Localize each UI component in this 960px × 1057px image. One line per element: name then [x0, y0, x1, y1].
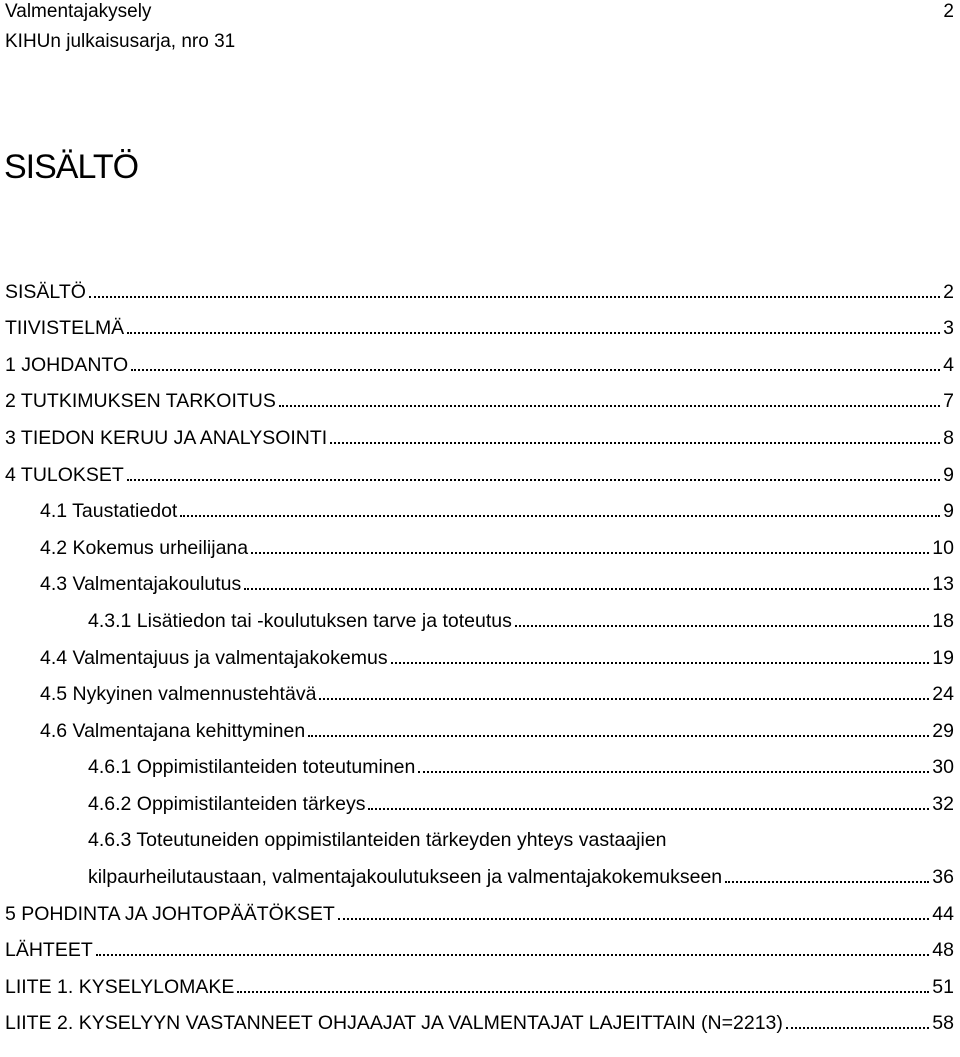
toc-entry-title: 4.6 Valmentajana kehittyminen [40, 719, 306, 742]
toc-entry-title-continued: kilpaurheilutaustaan, valmentajakoulutukseen ja valmentajakokemukseen [88, 865, 723, 888]
toc-entry[interactable] [0, 743, 954, 780]
toc-entry-page: 24 [932, 683, 954, 706]
toc-entry[interactable] [0, 377, 954, 414]
toc-entry[interactable] [0, 779, 954, 816]
toc-entry-title: TIIVISTELMÄ [5, 317, 125, 340]
toc-entry-title: 4.3.1 Lisätiedon tai -koulutuksen tarve ja toteutus [88, 609, 512, 632]
toc-entry-title: SISÄLTÖ [5, 280, 86, 303]
toc-dot-leader [319, 698, 929, 700]
toc-entry-page: 36 [932, 865, 954, 888]
toc-entry-page: 48 [932, 939, 954, 962]
toc-dot-leader [251, 552, 929, 554]
toc-entry-page: 4 [943, 353, 954, 376]
toc-entry-page: 58 [932, 1012, 954, 1035]
toc-entry[interactable] [0, 706, 954, 743]
toc-entry-title: 4.4 Valmentajuus ja valmentajakokemus [40, 646, 388, 669]
toc-entry-page: 9 [943, 500, 954, 523]
toc-entry-page: 9 [943, 463, 954, 486]
toc-dot-leader [237, 991, 929, 993]
toc-dot-leader [725, 881, 929, 883]
toc-dot-leader [786, 1027, 929, 1029]
toc-dot-leader [131, 369, 940, 371]
toc-entry-page: 13 [932, 573, 954, 596]
toc-entry-title: 5 POHDINTA JA JOHTOPÄÄTÖKSET [5, 902, 335, 925]
toc-dot-leader [418, 771, 929, 773]
toc-entry[interactable] [0, 523, 954, 560]
toc-entry[interactable] [0, 413, 954, 450]
toc-entry-page: 10 [932, 536, 954, 559]
toc-entry-title: LIITE 1. KYSELYLOMAKE [5, 975, 235, 998]
toc-entry-title: LÄHTEET [5, 939, 93, 962]
toc-entry-page: 44 [932, 902, 954, 925]
toc-dot-leader [308, 735, 929, 737]
toc-entry[interactable] [0, 633, 954, 670]
toc-dot-leader [391, 662, 930, 664]
running-header-title: Valmentajakysely [5, 1, 152, 22]
toc-entry[interactable] [0, 267, 954, 304]
toc-dot-leader [89, 296, 940, 298]
toc-entry-title: 4.6.1 Oppimistilanteiden toteutuminen [88, 756, 416, 779]
toc-entry[interactable] [0, 487, 954, 524]
toc-entry-page: 51 [932, 975, 954, 998]
toc-dot-leader [180, 515, 940, 517]
toc-entry-page: 18 [932, 609, 954, 632]
toc-entry-page: 19 [932, 646, 954, 669]
toc-entry-page: 8 [943, 426, 954, 449]
table-of-contents [0, 267, 954, 1035]
toc-entry[interactable] [0, 670, 954, 707]
toc-entry-page: 30 [932, 756, 954, 779]
toc-dot-leader [127, 332, 940, 334]
toc-entry-title: 4 TULOKSET [5, 463, 124, 486]
toc-entry-page: 2 [943, 280, 954, 303]
toc-dot-leader [330, 442, 940, 444]
toc-entry-page: 29 [932, 719, 954, 742]
toc-entry[interactable] [0, 962, 954, 999]
toc-entry-title: 4.6.2 Oppimistilanteiden tärkeys [88, 792, 366, 815]
toc-entry[interactable] [0, 340, 954, 377]
toc-entry-title: 2 TUTKIMUKSEN TARKOITUS [5, 390, 276, 413]
running-header-series: KIHUn julkaisusarja, nro 31 [5, 31, 236, 52]
toc-entry[interactable] [0, 450, 954, 487]
toc-entry[interactable] [0, 596, 954, 633]
page-number: 2 [943, 1, 954, 22]
toc-entry-title: 1 JOHDANTO [5, 353, 129, 376]
toc-dot-leader [279, 405, 940, 407]
toc-dot-leader [127, 479, 940, 481]
toc-entry[interactable] [0, 926, 954, 963]
toc-entry[interactable] [0, 304, 954, 341]
toc-entry[interactable] [0, 560, 954, 597]
toc-entry-page: 32 [932, 792, 954, 815]
toc-entry-title: 4.3 Valmentajakoulutus [40, 573, 242, 596]
toc-entry-page: 7 [943, 390, 954, 413]
toc-entry[interactable] [0, 889, 954, 926]
toc-entry[interactable] [0, 999, 954, 1036]
toc-entry-page: 3 [943, 317, 954, 340]
toc-dot-leader [368, 808, 929, 810]
toc-entry[interactable] [0, 816, 954, 889]
toc-entry-title: 4.6.3 Toteutuneiden oppimistilanteiden tärkeyden yhteys vastaajien [88, 828, 667, 851]
page-title: SISÄLTÖ [4, 148, 139, 186]
toc-entry-title: 4.5 Nykyinen valmennustehtävä [40, 683, 317, 706]
toc-entry-title: LIITE 2. KYSELYYN VASTANNEET OHJAAJAT JA VALMENTAJAT LAJEITTAIN (N=2213) [5, 1012, 783, 1035]
toc-entry-title: 3 TIEDON KERUU JA ANALYSOINTI [5, 426, 328, 449]
toc-dot-leader [515, 625, 929, 627]
toc-entry-title: 4.1 Taustatiedot [40, 500, 178, 523]
toc-dot-leader [96, 954, 930, 956]
toc-dot-leader [338, 918, 930, 920]
toc-dot-leader [244, 588, 929, 590]
toc-entry-title: 4.2 Kokemus urheilijana [40, 536, 249, 559]
